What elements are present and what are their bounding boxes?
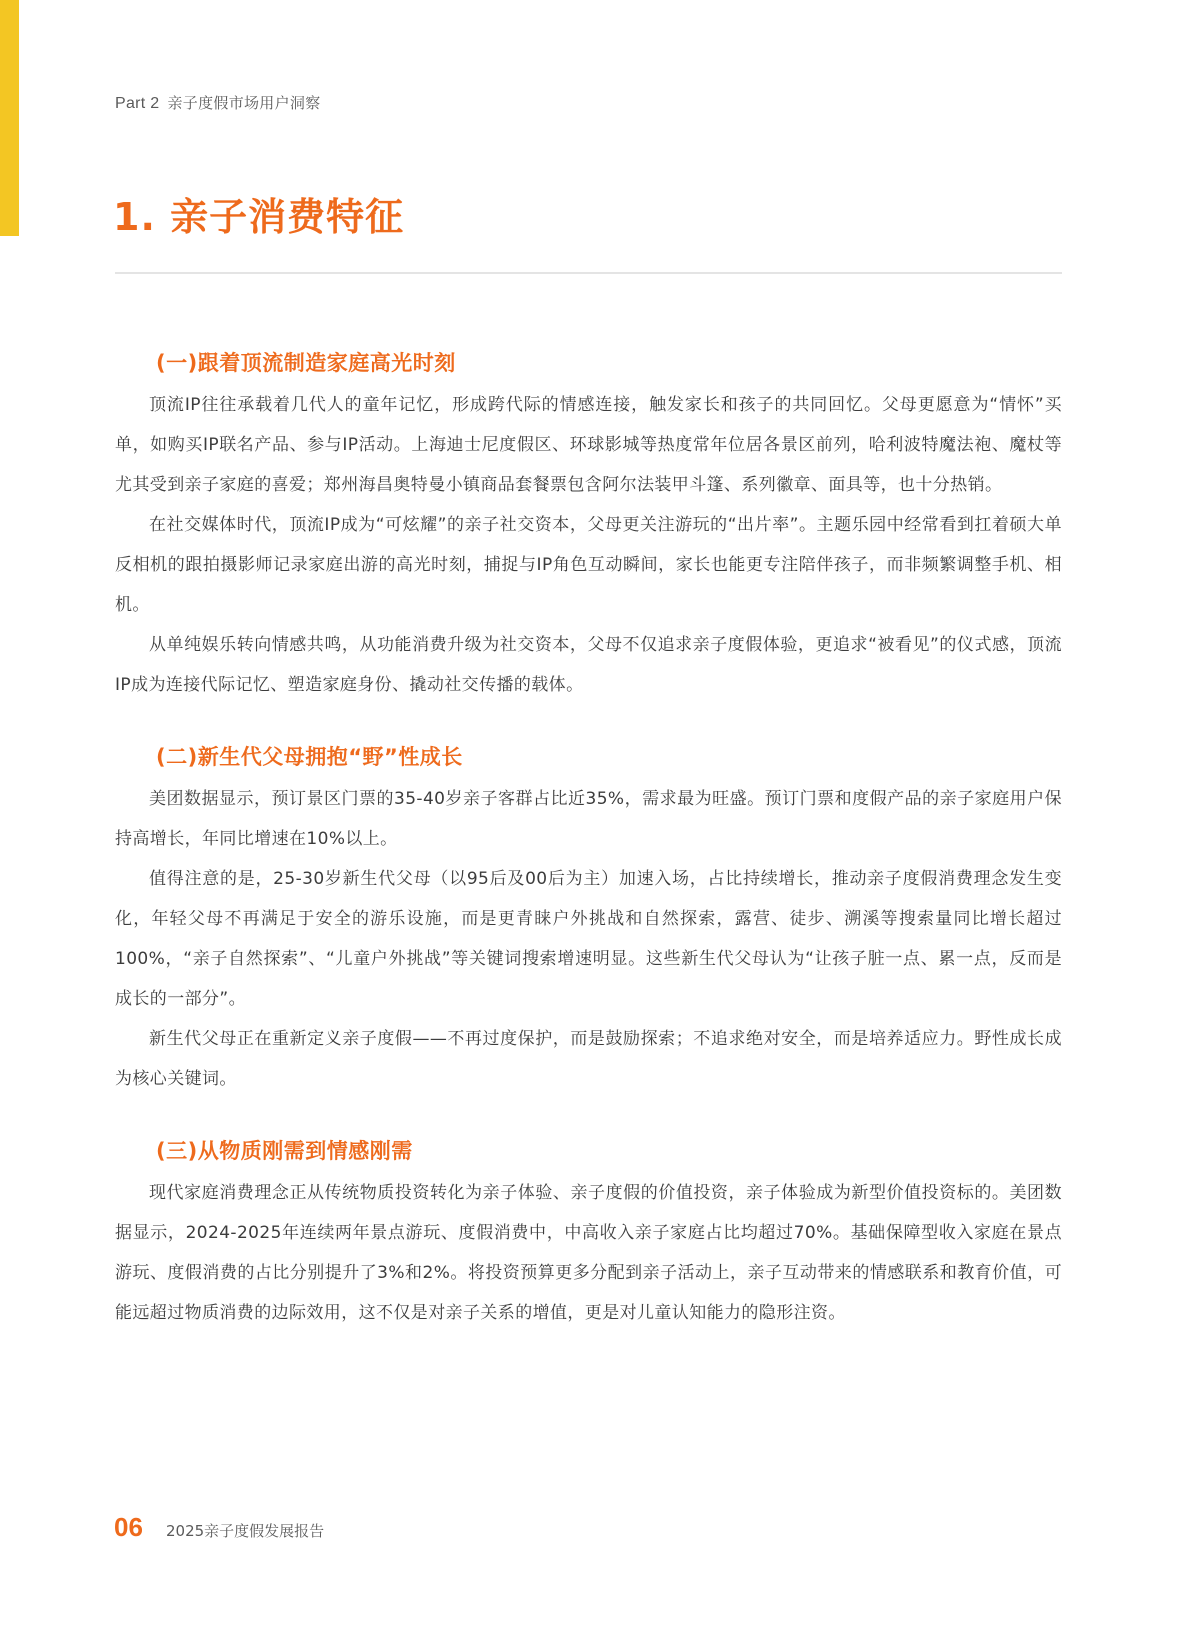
side-accent-bar [0,0,19,236]
paragraph: 美团数据显示，预订景区门票的35-40岁亲子客群占比近35%，需求最为旺盛。预订门票和度假产品的亲子家庭用户保持高增长，年同比增速在10%以上。 [115,789,1062,849]
section-3 [115,1133,1062,1333]
paragraph: 值得注意的是，25-30岁新生代父母（以95后及00后为主）加速入场，占比持续增长，推动亲子度假消费理念发生变化，年轻父母不再满足于安全的游乐设施，而是更青睐户外挑战和自然探索，露营、徒步、溯溪等搜索量同比增长超过100%，“亲子自然探索”、“儿童户外挑战”等关键词搜索增速明显。这些新生代父母认为“让孩子脏一点、累一点，反而是成长的一部分”。 [115,869,1062,1009]
paragraph: 顶流IP往往承载着几代人的童年记忆，形成跨代际的情感连接，触发家长和孩子的共同回忆。父母更愿意为“情怀”买单，如购买IP联名产品、参与IP活动。上海迪士尼度假区、环球影城等热度常年位居各景区前列，哈利波特魔法袍、魔杖等尤其受到亲子家庭的喜爱；郑州海昌奥特曼小镇商品套餐票包含阿尔法装甲斗篷、系列徽章、面具等，也十分热销。 [115,395,1062,495]
section-heading: (二)新生代父母拥抱“野”性成长 [156,745,463,769]
section-2 [115,739,1062,1099]
section-heading: (一)跟着顶流制造家庭高光时刻 [156,351,456,375]
main-content [115,345,1062,1367]
page-number: 06 [114,1512,143,1542]
page-title: 1. 亲子消费特征 [113,195,405,239]
running-header [115,92,321,113]
paragraph: 从单纯娱乐转向情感共鸣，从功能消费升级为社交资本，父母不仅追求亲子度假体验，更追求“被看见”的仪式感，顶流IP成为连接代际记忆、塑造家庭身份、撬动社交传播的载体。 [115,635,1062,695]
part-section-label: 亲子度假市场用户洞察 [167,94,321,112]
section-heading: (三)从物质刚需到情感刚需 [156,1139,413,1163]
paragraph: 现代家庭消费理念正从传统物质投资转化为亲子体验、亲子度假的价值投资，亲子体验成为新型价值投资标的。美团数据显示，2024-2025年连续两年景点游玩、度假消费中，中高收入亲子家庭占比均超过70%。基础保障型收入家庭在景点游玩、度假消费的占比分别提升了3%和2%。将投资预算更多分配到亲子活动上，亲子互动带来的情感联系和教育价值，可能远超过物质消费的边际效用，这不仅是对亲子关系的增值，更是对儿童认知能力的隐形注资。 [115,1183,1062,1323]
paragraph: 在社交媒体时代，顶流IP成为“可炫耀”的亲子社交资本，父母更关注游玩的“出片率”。主题乐园中经常看到扛着硕大单反相机的跟拍摄影师记录家庭出游的高光时刻，捕捉与IP角色互动瞬间，家长也能更专注陪伴孩子，而非频繁调整手机、相机。 [115,515,1062,615]
title-divider [115,272,1062,274]
footer-report-title: 2025亲子度假发展报告 [166,1522,325,1540]
part-label: Part 2 [115,95,160,112]
section-1 [115,345,1062,705]
paragraph: 新生代父母正在重新定义亲子度假——不再过度保护，而是鼓励探索；不追求绝对安全，而是培养适应力。野性成长成为核心关键词。 [115,1029,1062,1089]
